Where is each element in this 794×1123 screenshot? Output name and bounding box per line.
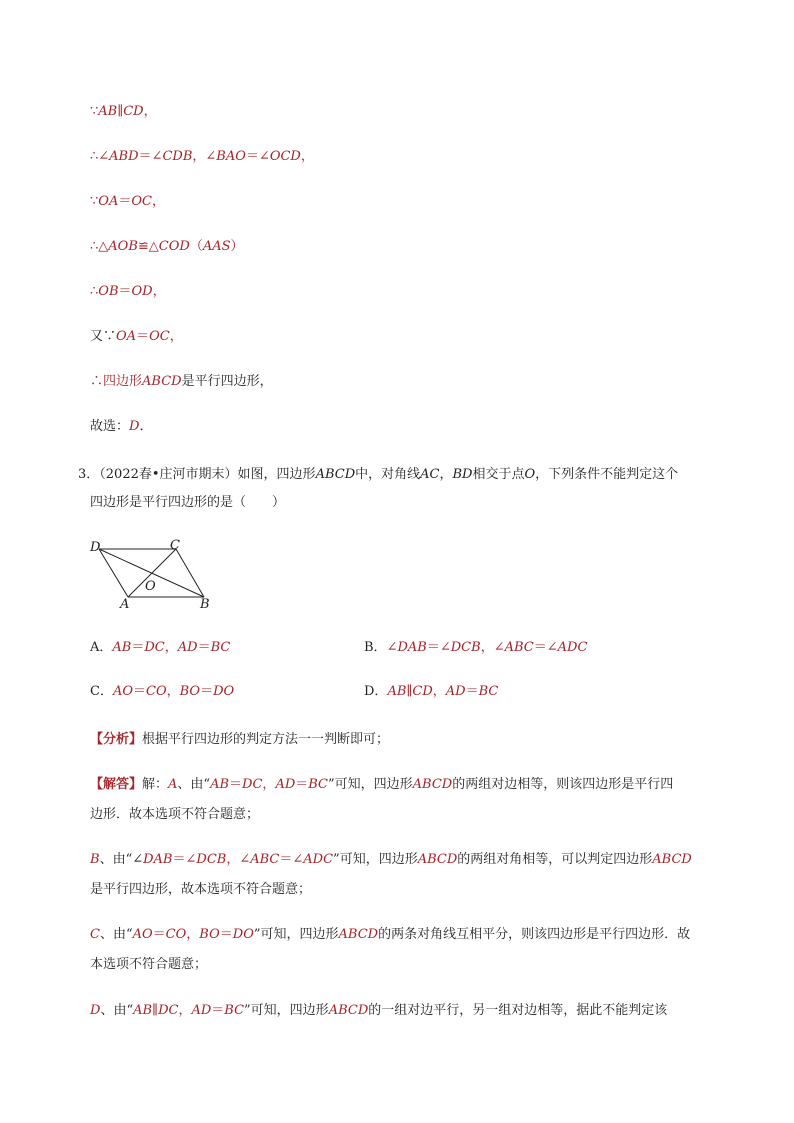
answer-text: BC: [224, 1003, 245, 1018]
option-c: [90, 683, 234, 701]
answer-text: ”可知，四边形: [244, 1003, 329, 1018]
answer-text: ”可知，四边形: [333, 852, 418, 867]
option-letter: D．: [364, 684, 388, 699]
proof-text: ABD: [109, 149, 139, 164]
option-text: ABC: [504, 640, 534, 655]
answer-b-line-1: [90, 851, 692, 869]
option-letter: A．: [90, 640, 113, 655]
answer-text: AD: [191, 1003, 212, 1018]
answer-text: ＝∠: [172, 852, 197, 867]
option-text: ，: [432, 684, 446, 699]
question-text: ，下列条件不能判定这个: [535, 467, 679, 482]
answer-text: 的两条对角线互相平分，则该四边形是平行四边形．故: [378, 927, 691, 942]
answer-text: ABCD: [412, 777, 453, 792]
answer-text: ABC: [250, 852, 280, 867]
proof-text: ，: [152, 284, 166, 299]
proof-text: ∵: [90, 194, 99, 209]
answer-text: ＝∠: [279, 852, 304, 867]
question-text: 中，对角线: [355, 467, 421, 482]
option-text: ∥: [406, 684, 413, 699]
option-text: BC: [478, 684, 499, 699]
question-text: 相交于点: [472, 467, 525, 482]
label-c: C: [170, 538, 180, 553]
proof-text: ∵: [90, 104, 99, 119]
answer-text: BO: [199, 927, 220, 942]
option-a: [90, 639, 230, 657]
answer-text: ＝: [211, 1003, 225, 1018]
question-line-1: [78, 466, 678, 484]
answer-text: 的两组对角相等，可以判定四边形: [457, 852, 653, 867]
parallelogram-figure: [86, 534, 226, 614]
proof-text: ，: [143, 104, 157, 119]
answer-text: ABCD: [652, 852, 692, 867]
proof-line-7: [90, 373, 273, 391]
option-text: ＝∠: [533, 640, 558, 655]
answer-a-line-1: [90, 776, 673, 794]
proof-text: ∴四边形: [90, 374, 143, 389]
answer-text: 、由“: [100, 1003, 134, 1018]
side-ad: [99, 549, 128, 597]
question-text: BD: [452, 467, 473, 482]
answer-text: CO: [165, 927, 187, 942]
answer-c-line-1: [90, 926, 690, 944]
answer-tag: 【解答】: [90, 777, 143, 792]
answer-text: ABCD: [338, 927, 379, 942]
proof-text: OA: [116, 329, 137, 344]
proof-text: ≌△: [137, 239, 159, 254]
answer-b-line-2: [90, 881, 311, 899]
analysis-line: [90, 731, 389, 749]
proof-text: CDB: [162, 149, 193, 164]
question-text: O: [524, 467, 536, 482]
answer-text: 边形．故本选项不符合题意；: [90, 807, 260, 822]
proof-text: OA: [98, 194, 119, 209]
answer-text: ＝: [219, 927, 233, 942]
answer-text: 解：: [142, 777, 169, 792]
question-line-2: [90, 494, 285, 512]
answer-text: DAB: [143, 852, 173, 867]
label-d: D: [90, 540, 101, 555]
answer-text: C: [90, 927, 100, 942]
proof-text: 又∵: [90, 329, 117, 344]
answer-text: ，: [178, 1003, 192, 1018]
option-b: [364, 639, 587, 657]
question-text: ABCD: [315, 467, 356, 482]
proof-text: OC: [149, 329, 170, 344]
answer-text: 是平行四边形，故本选项不符合题意；: [90, 882, 312, 897]
question-text: 如图，四边形: [237, 467, 316, 482]
question-text: AC: [420, 467, 440, 482]
question-number: 3．: [78, 467, 100, 482]
answer-text: ADC: [303, 852, 334, 867]
answer-text: ，: [262, 777, 276, 792]
option-text: ＝: [465, 684, 479, 699]
answer-text: DCB: [196, 852, 227, 867]
answer-text: AB: [133, 1003, 153, 1018]
label-b: B: [200, 597, 210, 612]
proof-text: ＝: [118, 284, 132, 299]
answer-text: DC: [242, 777, 263, 792]
option-text: ＝: [133, 684, 147, 699]
answer-text: ＝: [229, 777, 243, 792]
option-text: AO: [112, 684, 133, 699]
option-text: DAB: [397, 640, 427, 655]
option-text: ，∠: [480, 640, 505, 655]
proof-text: OB: [98, 284, 119, 299]
proof-text: ∴∠: [90, 149, 110, 164]
answer-text: AB: [210, 777, 230, 792]
option-text: AD: [445, 684, 466, 699]
option-text: AB: [387, 684, 407, 699]
proof-line-8: [90, 418, 152, 436]
answer-text: DO: [232, 927, 254, 942]
option-text: ADC: [557, 640, 588, 655]
option-text: CO: [146, 684, 167, 699]
proof-text: ）: [230, 239, 244, 254]
answer-text: ABCD: [328, 1003, 369, 1018]
proof-line-2: [90, 148, 314, 166]
proof-text: ，: [151, 194, 165, 209]
proof-text: ∴△: [90, 239, 109, 254]
label-a: A: [120, 597, 130, 612]
answer-text: ＝: [152, 927, 166, 942]
option-text: ，: [164, 640, 178, 655]
option-text: AD: [177, 640, 198, 655]
answer-text: 本选项不符合题意；: [90, 957, 208, 972]
proof-text: ．: [139, 419, 153, 434]
answer-text: AD: [275, 777, 296, 792]
proof-text: OD: [131, 284, 153, 299]
proof-text: ABCD: [142, 374, 182, 389]
answer-text: D: [90, 1003, 101, 1018]
option-text: BC: [210, 640, 231, 655]
answer-text: ”可知，四边形: [328, 777, 413, 792]
proof-text: COD: [158, 239, 190, 254]
proof-text: 是平行四边形，: [181, 374, 273, 389]
proof-text: ，∠: [192, 149, 217, 164]
option-letter: B．: [364, 640, 387, 655]
answer-text: A: [168, 777, 178, 792]
answer-text: B: [90, 852, 100, 867]
option-text: ＝: [197, 640, 211, 655]
option-text: DO: [213, 684, 235, 699]
analysis-tag: 【分析】: [90, 732, 143, 747]
proof-text: ＝∠: [138, 149, 163, 164]
answer-text: 的一组对边平行，另一组对边相等，据此不能判定该: [368, 1003, 668, 1018]
proof-text: ＝: [136, 329, 150, 344]
answer-text: 的两组对边相等，则该四边形是平行四: [452, 777, 674, 792]
proof-text: OCD: [269, 149, 301, 164]
answer-text: 、由“∠: [99, 852, 144, 867]
answer-text: 、由“: [99, 927, 133, 942]
option-text: DCB: [450, 640, 481, 655]
proof-text: OC: [131, 194, 152, 209]
side-cb: [176, 549, 204, 597]
option-text: ∠: [386, 640, 398, 655]
proof-text: ，: [300, 149, 314, 164]
answer-text: 、由“: [177, 777, 211, 792]
proof-line-3: [90, 193, 165, 211]
answer-d-line-1: [90, 1002, 667, 1020]
question-text: 四边形是平行四边形的是（ ）: [90, 495, 286, 510]
proof-line-1: [90, 103, 157, 121]
option-text: DC: [144, 640, 165, 655]
proof-text: ＝: [118, 194, 132, 209]
option-d: [364, 683, 498, 701]
analysis-text: 根据平行四边形的判定方法一一判断即可；: [142, 732, 390, 747]
proof-text: AOB: [108, 239, 138, 254]
option-letter: C．: [90, 684, 113, 699]
answer-a-line-2: [90, 806, 259, 824]
answer-text: AO: [132, 927, 153, 942]
proof-line-4: [90, 238, 244, 256]
answer-text: ∥: [152, 1003, 159, 1018]
proof-text: AB∥CD: [98, 104, 144, 119]
option-text: BO: [179, 684, 201, 699]
option-text: ＝: [200, 684, 214, 699]
answer-text: ”可知，四边形: [253, 927, 339, 942]
answer-text: ，∠: [226, 852, 251, 867]
proof-text: 故选：: [90, 419, 130, 434]
question-text: ，: [439, 467, 453, 482]
answer-text: ABCD: [417, 852, 458, 867]
proof-text: ，: [169, 329, 183, 344]
proof-text: AAS: [202, 239, 231, 254]
proof-text: BAO: [216, 149, 246, 164]
question-source: （2022春•庄河市期末）: [99, 467, 238, 482]
answer-text: BC: [308, 777, 329, 792]
proof-text: D: [129, 419, 140, 434]
proof-text: ∴: [90, 284, 99, 299]
proof-line-5: [90, 283, 166, 301]
proof-line-6: [90, 328, 183, 346]
proof-text: ＝∠: [245, 149, 270, 164]
answer-text: ，: [186, 927, 200, 942]
option-text: AB: [112, 640, 132, 655]
option-text: CD: [412, 684, 433, 699]
label-o: O: [145, 579, 156, 594]
option-text: ，: [166, 684, 180, 699]
answer-text: ＝: [295, 777, 309, 792]
answer-c-line-2: [90, 956, 207, 974]
option-text: ＝∠: [426, 640, 451, 655]
answer-text: DC: [158, 1003, 179, 1018]
option-text: ＝: [131, 640, 145, 655]
proof-text: （: [189, 239, 203, 254]
